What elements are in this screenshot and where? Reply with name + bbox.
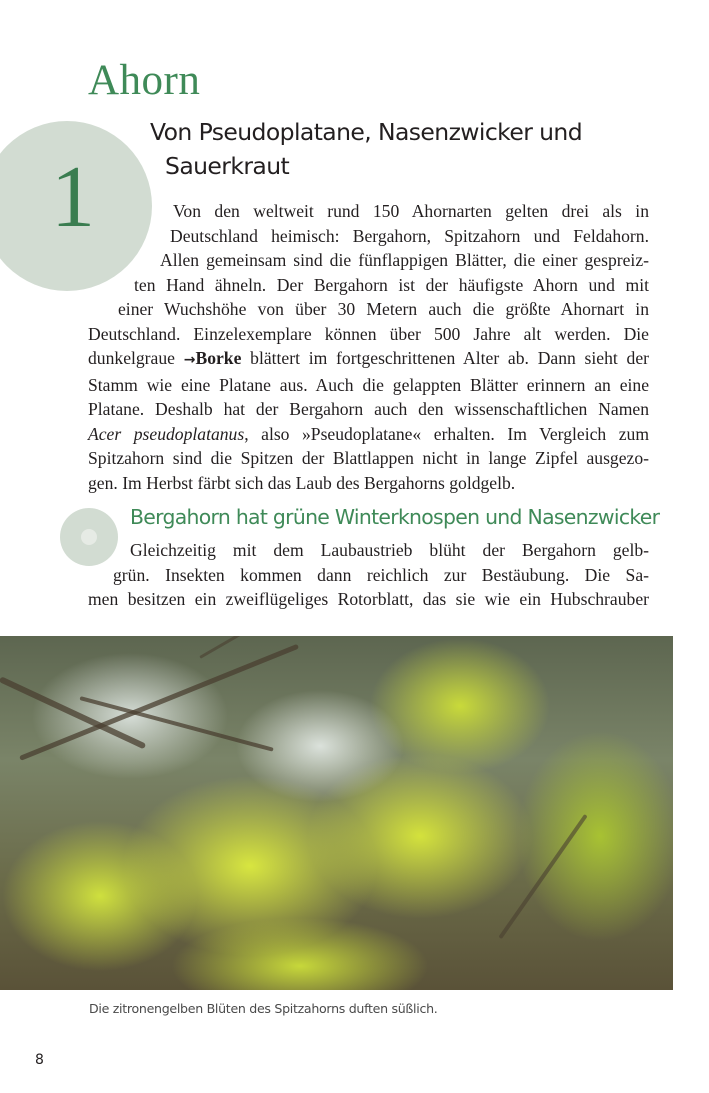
text-line: Allen gemeinsam sind die fünflappigen Blätter, die einer gespreiz- <box>160 250 649 270</box>
chapter-number: 1 <box>51 149 95 246</box>
text-fragment: dunkelgraue <box>88 348 175 368</box>
text-fragment: blättert im fortgeschrittenen Alter ab. Dann sieht der <box>241 348 649 368</box>
text-line: Spitzahorn sind die Spitzen der Blattlappen nicht in lange Zipfel ausgezo- <box>88 448 649 468</box>
text-line: einer Wuchshöhe von über 30 Metern auch die größte Ahornart in <box>118 299 649 319</box>
text-line: Von den weltweit rund 150 Ahornarten gelten drei als in <box>173 201 649 221</box>
text-line <box>88 422 649 447</box>
text-line: men besitzen ein zweiflügeliges Rotorblatt, das sie wie ein Hubschrauber <box>88 589 649 609</box>
figure-caption: Die zitronengelben Blüten des Spitzahorns duften süßlich. <box>89 1001 438 1016</box>
section-title-line1: Von Pseudoplatane, Nasenzwicker und <box>150 118 583 146</box>
text-line: ten Hand ähneln. Der Bergahorn ist der häufigste Ahorn und mit <box>134 274 649 295</box>
page-number: 8 <box>35 1052 44 1068</box>
text-line: Deutschland. Einzelexemplare können über 500 Jahre alt werden. Die <box>88 323 649 344</box>
text-line: Platane. Deshalb hat der Bergahorn auch den wissenschaftlichen Namen <box>88 399 649 419</box>
paragraph-intro <box>88 199 649 495</box>
text-line: Deutschland heimisch: Bergahorn, Spitzahorn und Feldahorn. <box>170 225 649 246</box>
section-title-line2: Sauerkraut <box>165 152 290 180</box>
text-line: Gleichzeitig mit dem Laubaustrieb blüht der Bergahorn gelb- <box>130 540 649 560</box>
text-line: grün. Insekten kommen dann reichlich zur Bestäubung. Die Sa- <box>113 564 649 585</box>
chapter-title: Ahorn <box>88 57 201 104</box>
scientific-name: Acer pseudoplatanus <box>88 423 245 444</box>
text-line: gen. Im Herbst färbt sich das Laub des Bergahorns goldgelb. <box>88 472 516 493</box>
paragraph-flowering <box>88 538 649 612</box>
cross-reference-link-borke[interactable]: Borke <box>195 348 242 368</box>
text-line: Stamm wie eine Platane aus. Auch die gelappten Blätter erinnern an eine <box>88 374 649 395</box>
text-line <box>88 346 649 373</box>
text-fragment: , also »Pseudoplatane« erhalten. Im Vergleich zum <box>244 423 650 444</box>
cross-reference-arrow-icon: → <box>183 352 196 368</box>
section-title <box>150 115 650 183</box>
subsection-title: Bergahorn hat grüne Winterknospen und Nasenzwicker <box>130 505 660 529</box>
maple-blossom-photo <box>0 636 673 990</box>
